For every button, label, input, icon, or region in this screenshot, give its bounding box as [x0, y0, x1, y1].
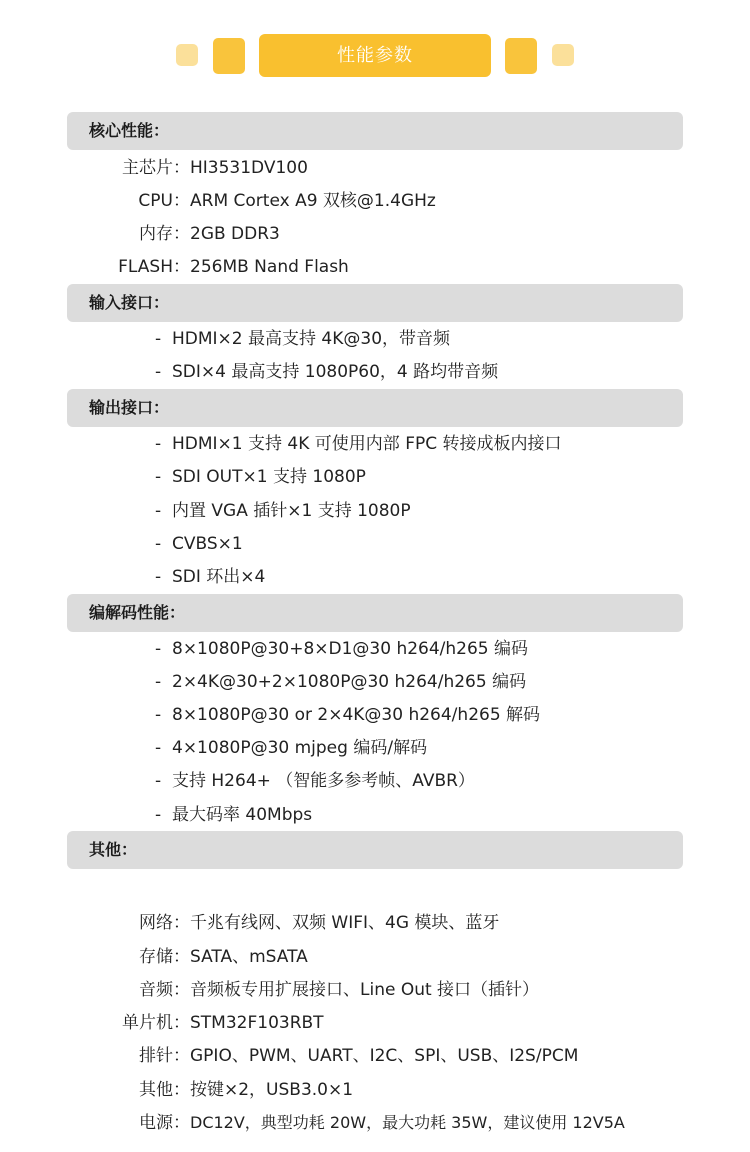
- spec-row: [100, 153, 308, 183]
- spec-row: [100, 252, 349, 282]
- spec-key: 音频：: [139, 980, 190, 1000]
- list-marker: -: [155, 329, 162, 349]
- list-item-text: 4×1080P@30 mjpeg 编码/解码: [172, 738, 428, 758]
- section-heading-input: 输入接口：: [67, 284, 683, 322]
- spec-row: [100, 219, 280, 249]
- spec-key: 电源：: [139, 1113, 190, 1133]
- spec-value: ARM Cortex A9 双核@1.4GHz: [190, 191, 436, 211]
- list-marker: -: [155, 672, 162, 692]
- list-item: [155, 324, 450, 354]
- list-item: [155, 357, 498, 387]
- spec-row: [100, 186, 436, 216]
- list-item: [155, 562, 265, 592]
- list-item-text: HDMI×2 最高支持 4K@30，带音频: [172, 329, 451, 349]
- list-marker: -: [155, 362, 162, 382]
- list-marker: -: [155, 738, 162, 758]
- spec-key: 单片机：: [122, 1013, 190, 1033]
- list-item: [155, 733, 427, 763]
- decor-square: [505, 38, 537, 74]
- section-heading-codec: 编解码性能：: [67, 594, 683, 632]
- list-item-text: 支持 H264+ （智能多参考帧、AVBR）: [172, 771, 475, 791]
- spec-value: STM32F103RBT: [190, 1013, 324, 1033]
- spec-value: SATA、mSATA: [190, 947, 308, 967]
- spec-key: 内存：: [139, 224, 190, 244]
- list-item-text: 内置 VGA 插针×1 支持 1080P: [172, 501, 411, 521]
- spec-row: [100, 908, 499, 938]
- list-marker: -: [155, 501, 162, 521]
- list-item: [155, 700, 540, 730]
- spec-row: [100, 1108, 625, 1138]
- decor-square: [552, 44, 574, 66]
- title-banner: [0, 34, 750, 78]
- spec-key: 其他：: [139, 1080, 190, 1100]
- list-marker: -: [155, 534, 162, 554]
- spec-value: 按键×2，USB3.0×1: [190, 1080, 354, 1100]
- spec-key: CPU：: [138, 191, 190, 211]
- spec-key: FLASH：: [118, 257, 190, 277]
- list-marker: -: [155, 771, 162, 791]
- list-item-text: 8×1080P@30 or 2×4K@30 h264/h265 解码: [172, 705, 541, 725]
- list-marker: -: [155, 467, 162, 487]
- spec-value: HI3531DV100: [190, 158, 308, 178]
- list-item-text: SDI×4 最高支持 1080P60，4 路均带音频: [172, 362, 499, 382]
- list-item-text: 8×1080P@30+8×D1@30 h264/h265 编码: [172, 639, 529, 659]
- section-heading-other: 其他：: [67, 831, 683, 869]
- page-title: 性能参数: [259, 34, 491, 77]
- list-item: [155, 800, 312, 830]
- list-item: [155, 496, 411, 526]
- list-marker: -: [155, 434, 162, 454]
- spec-row: [100, 975, 539, 1005]
- spec-row: [100, 1075, 353, 1105]
- list-marker: -: [155, 705, 162, 725]
- list-item: [155, 429, 562, 459]
- list-item: [155, 634, 528, 664]
- section-heading-output: 输出接口：: [67, 389, 683, 427]
- list-item-text: SDI 环出×4: [172, 567, 266, 587]
- list-item-text: 2×4K@30+2×1080P@30 h264/h265 编码: [172, 672, 527, 692]
- list-item-text: CVBS×1: [172, 534, 243, 554]
- spec-row: [100, 942, 308, 972]
- spec-key: 主芯片：: [122, 158, 190, 178]
- list-item: [155, 766, 475, 796]
- spec-value: 2GB DDR3: [190, 224, 280, 244]
- spec-value: 256MB Nand Flash: [190, 257, 349, 277]
- spec-value: 音频板专用扩展接口、Line Out 接口（插针）: [190, 980, 540, 1000]
- list-item: [155, 667, 526, 697]
- list-marker: -: [155, 567, 162, 587]
- section-heading-core: 核心性能：: [67, 112, 683, 150]
- spec-value: 千兆有线网、双频 WIFI、4G 模块、蓝牙: [190, 913, 500, 933]
- spec-key: 网络：: [139, 913, 190, 933]
- list-marker: -: [155, 805, 162, 825]
- list-item: [155, 529, 243, 559]
- spec-value: DC12V，典型功耗 20W，最大功耗 35W，建议使用 12V5A: [190, 1113, 625, 1132]
- list-marker: -: [155, 639, 162, 659]
- list-item-text: HDMI×1 支持 4K 可使用内部 FPC 转接成板内接口: [172, 434, 562, 454]
- list-item-text: 最大码率 40Mbps: [172, 805, 313, 825]
- decor-square: [176, 44, 198, 66]
- decor-square: [213, 38, 245, 74]
- spec-key: 存储：: [139, 947, 190, 967]
- list-item-text: SDI OUT×1 支持 1080P: [172, 467, 366, 487]
- list-item: [155, 462, 366, 492]
- spec-key: 排针：: [139, 1046, 190, 1066]
- spec-row: [100, 1008, 324, 1038]
- spec-value: GPIO、PWM、UART、I2C、SPI、USB、I2S/PCM: [190, 1046, 579, 1066]
- spec-row: [100, 1041, 578, 1071]
